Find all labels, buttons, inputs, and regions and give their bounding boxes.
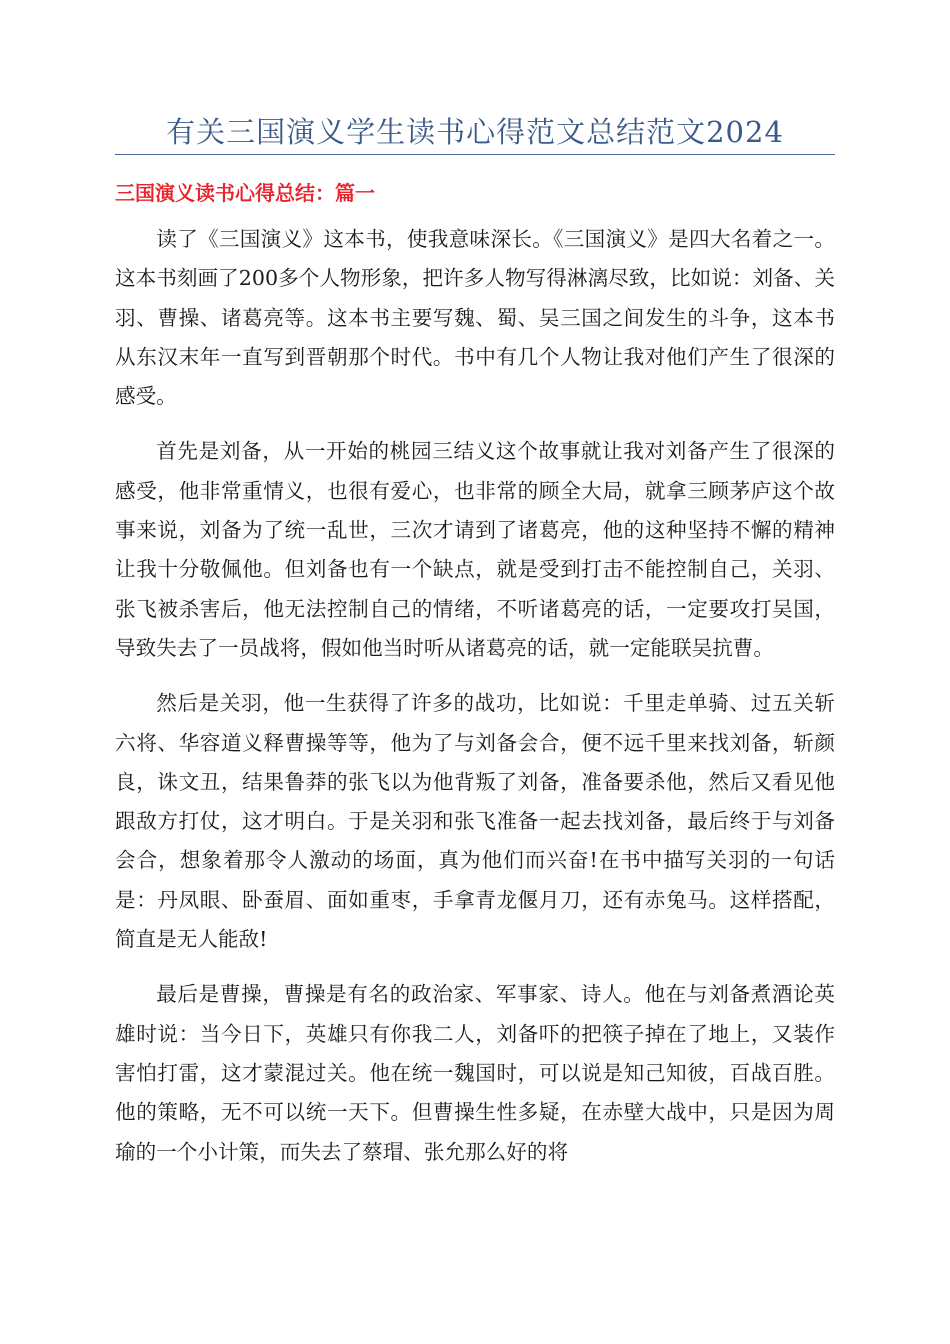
paragraph-2: 首先是刘备，从一开始的桃园三结义这个故事就让我对刘备产生了很深的感受，他非常重情义，也很有爱心，也非常的顾全大局，就拿三顾茅庐这个故事来说，刘备为了统一乱世，三次才请到了诸葛亮，他的这种坚持不懈的精神让我十分敬佩他。但刘备也有一个缺点，就是受到打击不能控制自己，关羽、张飞被杀害后，他无法控制自己的情绪，不听诸葛亮的话，一定要攻打吴国，导致失去了一员战将，假如他当时听从诸葛亮的话，就一定能联吴抗曹。: [115, 439, 835, 660]
title-underline: [115, 154, 835, 155]
section-heading: 三国演义读书心得总结：篇一: [115, 181, 375, 205]
paragraph-4: 最后是曹操，曹操是有名的政治家、军事家、诗人。他在与刘备煮酒论英雄时说：当今日下，英雄只有你我二人，刘备吓的把筷子掉在了地上，又装作害怕打雷，这才蒙混过关。他在统一魏国时，可以说是知己知彼，百战百胜。他的策略，无不可以统一天下。但曹操生性多疑，在赤壁大战中，只是因为周瑜的一个小计策，而失去了蔡瑁、张允那么好的将: [115, 982, 835, 1164]
document-body: [115, 220, 835, 1188]
page-title: 有关三国演义学生读书心得范文总结范文2024: [166, 115, 784, 149]
paragraph-3: 然后是关羽，他一生获得了许多的战功，比如说：千里走单骑、过五关斩六将、华容道义释曹操等等，他为了与刘备会合，便不远千里来找刘备，斩颜良，诛文丑，结果鲁莽的张飞以为他背叛了刘备，准备要杀他，然后又看见他跟敌方打仗，这才明白。于是关羽和张飞准备一起去找刘备，最后终于与刘备会合，想象着那令人激动的场面，真为他们而兴奋!在书中描写关羽的一句话是：丹凤眼、卧蚕眉、面如重枣，手拿青龙偃月刀，还有赤兔马。这样搭配，简直是无人能敌!: [115, 691, 835, 952]
paragraph-1: 读了《三国演义》这本书，使我意味深长。《三国演义》是四大名着之一。这本书刻画了200多个人物形象，把许多人物写得淋漓尽致，比如说：刘备、关羽、曹操、诸葛亮等。这本书主要写魏、蜀、吴三国之间发生的斗争，这本书从东汉末年一直写到晋朝那个时代。书中有几个人物让我对他们产生了很深的感受。: [115, 227, 835, 409]
